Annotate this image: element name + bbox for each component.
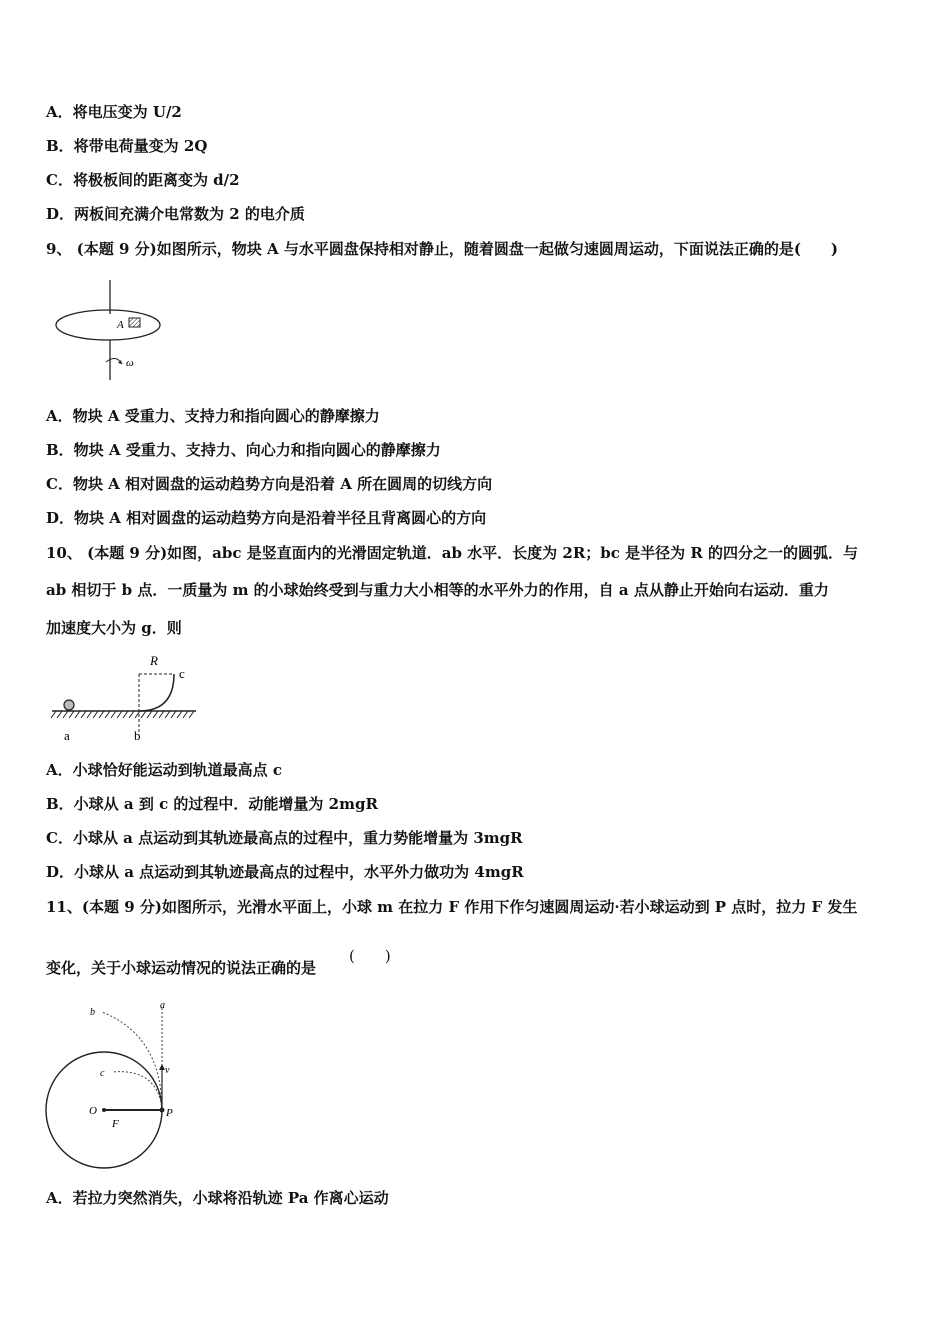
q10-track-figure bbox=[48, 650, 200, 744]
q10-label-c: c bbox=[179, 666, 185, 681]
q11-label-f: F bbox=[112, 1118, 119, 1130]
q11-stem-paren: ( ) bbox=[349, 947, 391, 965]
q8-option-b: B．将带电荷量变为 2Q bbox=[46, 137, 208, 155]
q10-option-a: A．小球恰好能运动到轨道最高点 c bbox=[46, 761, 282, 779]
q11-label-v: v bbox=[165, 1065, 170, 1076]
q8-option-c: C．将极板间的距离变为 d/2 bbox=[46, 171, 240, 189]
q11-label-a: a bbox=[160, 1000, 165, 1011]
q9-option-b: B．物块 A 受重力、支持力、向心力和指向圆心的静摩擦力 bbox=[46, 441, 441, 459]
q11-label-p: P bbox=[166, 1107, 173, 1119]
q9-rotating-disk-figure bbox=[50, 278, 180, 386]
q10-option-c: C．小球从 a 点运动到其轨迹最高点的过程中，重力势能增量为 3mgR bbox=[46, 829, 523, 847]
q9-stem: 9、 (本题 9 分)如图所示，物块 A 与水平圆盘保持相对静止，随着圆盘一起做匀速圆周运动，下面说法正确的是( ) bbox=[46, 240, 839, 258]
q8-option-d: D．两板间充满介电常数为 2 的电介质 bbox=[46, 205, 305, 223]
q11-stem-line2: 变化，关于小球运动情况的说法正确的是 bbox=[46, 959, 317, 977]
q10-label-b: b bbox=[134, 728, 141, 743]
q11-stem-line1: 11、(本题 9 分)如图所示，光滑水平面上，小球 m 在拉力 F 作用下作匀速圆周运动·若小球运动到 P 点时，拉力 F 发生 bbox=[46, 898, 858, 916]
q10-option-d: D．小球从 a 点运动到其轨迹最高点的过程中，水平外力做功为 4mgR bbox=[46, 863, 524, 881]
q10-stem-line3: 加速度大小为 g．则 bbox=[46, 619, 182, 637]
q10-label-r: R bbox=[150, 653, 158, 668]
q11-circular-motion-figure bbox=[42, 996, 182, 1180]
q9-option-d: D．物块 A 相对圆盘的运动趋势方向是沿着半径且背离圆心的方向 bbox=[46, 509, 487, 527]
q9-label-omega: ω bbox=[126, 357, 134, 369]
q9-option-a: A．物块 A 受重力、支持力和指向圆心的静摩擦力 bbox=[46, 407, 380, 425]
q11-label-b: b bbox=[90, 1007, 95, 1018]
q9-label-a: A bbox=[117, 319, 124, 331]
q11-label-c: c bbox=[100, 1068, 105, 1079]
q10-stem-line2: ab 相切于 b 点．一质量为 m 的小球始终受到与重力大小相等的水平外力的作用，自 a 点从静止开始向右运动．重力 bbox=[46, 581, 829, 599]
q10-label-a: a bbox=[64, 728, 70, 743]
q9-option-c: C．物块 A 相对圆盘的运动趋势方向是沿着 A 所在圆周的切线方向 bbox=[46, 475, 493, 493]
q11-label-o: O bbox=[89, 1105, 97, 1117]
q10-option-b: B．小球从 a 到 c 的过程中．动能增量为 2mgR bbox=[46, 795, 378, 813]
q8-option-a: A．将电压变为 U/2 bbox=[46, 103, 182, 121]
q10-stem-line1: 10、 (本题 9 分)如图，abc 是竖直面内的光滑固定轨道．ab 水平．长度为 2R；bc 是半径为 R 的四分之一的圆弧．与 bbox=[46, 544, 859, 562]
q11-option-a: A．若拉力突然消失，小球将沿轨迹 Pa 作离心运动 bbox=[46, 1189, 389, 1207]
